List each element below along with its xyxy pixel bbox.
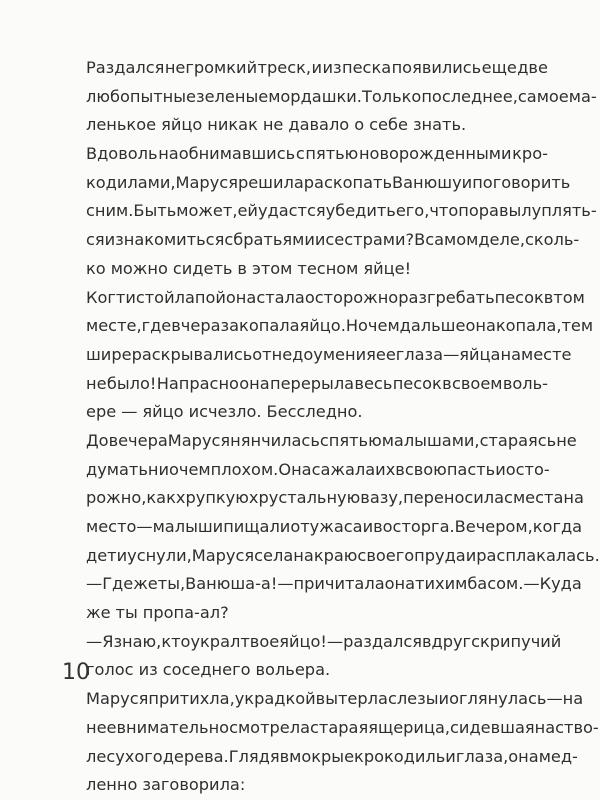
text-line: шире раскрывались от недоумения ее глаза — яйца на месте — [86, 344, 572, 364]
text-line: ленькое яйцо никак не давало о себе знать. — [86, 115, 467, 135]
text-line: дети уснули, Маруся села на краю своего пруда и расплакалась. — [86, 545, 600, 565]
text-line: месте, где вчера закопала яйцо. Но чем дальше она копала, тем — [86, 316, 594, 336]
text-line: — Я знаю, кто украл твое яйцо! — раздался вдруг скрипучий — [86, 631, 562, 651]
story-text — [86, 54, 600, 800]
text-line: не было! Напрасно она перерыла весь песок в своем воль- — [86, 373, 548, 393]
text-line: место — малыши пищали от ужаса и восторга. Вечером, когда — [86, 517, 583, 536]
text-line: же ты пропа-ал? — [86, 603, 229, 623]
text-line: рожно, как хрупкую хрустальную вазу, переносила с места на — [86, 488, 584, 508]
text-line: ленно заговорила: — [86, 775, 246, 795]
text-line: Когтистой лапой она стала осторожно разгребать песок в том — [86, 287, 585, 307]
text-line: любопытные зеленые мордашки. Только последнее, самое ма- — [86, 86, 597, 106]
text-line: ко можно сидеть в этом тесном яйце! — [86, 258, 412, 278]
text-line: ле сухого дерева. Глядя в мокрые крокодильи глаза, она мед- — [86, 746, 578, 766]
text-line: ере — яйцо исчезло. Бесследно. — [86, 402, 363, 422]
text-line: — Где же ты, Ванюша-а! — причитала она тихим басом. — Куда — [86, 574, 582, 594]
text-line: нее внимательно смотрела старая ящерица, сидевшая на ство- — [86, 717, 599, 737]
text-line: До вечера Маруся нянчилась с пятью малышами, стараясь не — [86, 430, 577, 450]
text-line: кодилами, Маруся решила раскопать Ванюшу и поговорить — [86, 172, 571, 192]
text-line: голос из соседнего вольера. — [86, 660, 331, 680]
text-line: Вдоволь наобнимавшись с пятью новорожденными кро- — [86, 144, 548, 164]
text-line: Маруся притихла, украдкой вытерла слезы и оглянулась — на — [86, 689, 584, 709]
text-line: с ним. Быть может, ей удастся убедить его, что пора вылуплять- — [86, 201, 597, 221]
page-number: 10 — [62, 660, 90, 685]
text-line: Раздался негромкий треск, и из песка появились еще две — [86, 58, 548, 77]
text-line: думать ни о чем плохом. Она сажала их в свою пасть и осто- — [86, 459, 550, 479]
text-line: ся и знакомиться с братьями и сестрами? В самом деле, сколь- — [86, 230, 580, 250]
